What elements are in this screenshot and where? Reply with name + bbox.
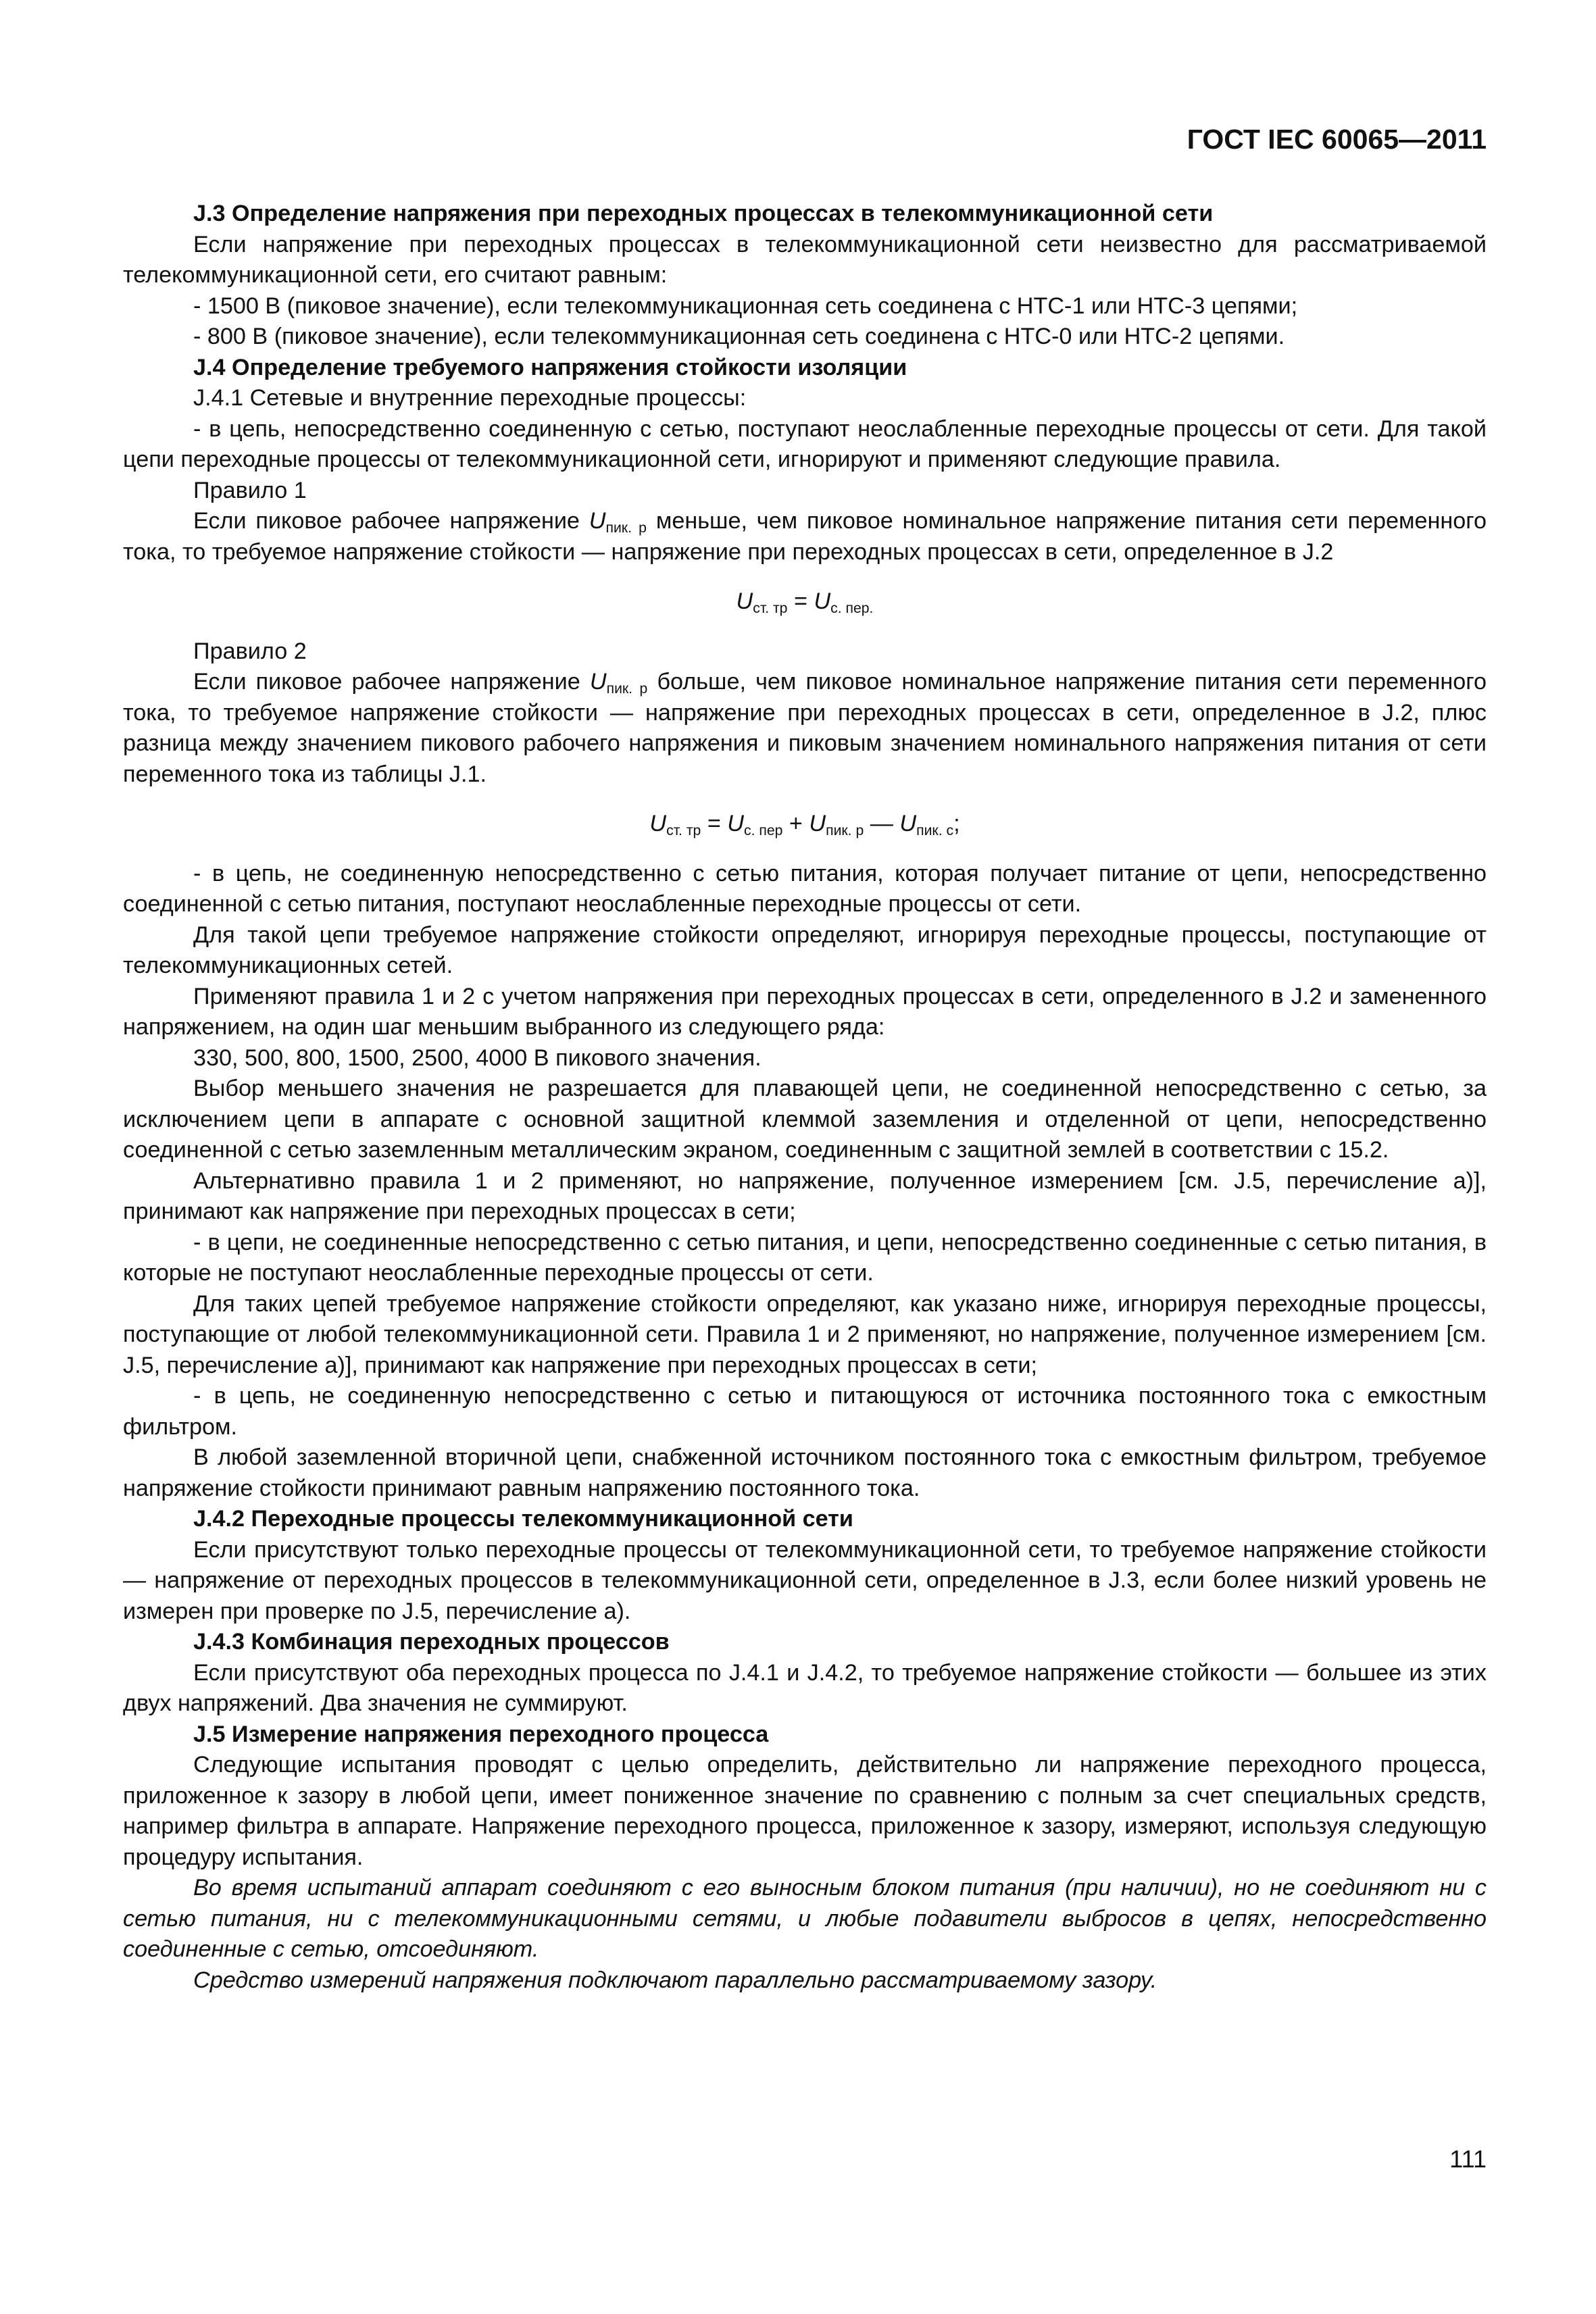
plus-sign: +	[782, 811, 809, 836]
subscript-peak-nominal: пик. с	[916, 823, 954, 838]
section-heading-j4: J.4 Определение требуемого напряжения стойкости изоляции	[193, 354, 907, 380]
paragraph: Следующие испытания проводят с целью определить, действительно ли напряжение переходного процесса, приложенное к зазору в любой цепи, имеет пониженное значение по сравнению с полным за счет специальных средств, например фильтра в аппарате. Напряжение переходного процесса, приложенное к зазору, измеряют, используя следующую процедуру испытания.	[123, 1752, 1487, 1870]
rule-2-text-end: больше, чем пиковое номинальное напряжение питания сети переменного тока, то требуемое напряжение стойкости — напряжение при переходных процессах в сети, определенное в J.2, плюс разница между значением пикового рабочего напряжения и пиковым значением номинального напряжения питания от сети переменного тока из таблицы J.1.	[123, 669, 1487, 787]
document-body	[123, 199, 1487, 1996]
list-item: - 1500 В (пиковое значение), если телекоммуникационная сеть соединена с НТС-1 или НТС-3 цепями;	[193, 293, 1298, 319]
section-heading-j42: J.4.2 Переходные процессы телекоммуникационной сети	[193, 1506, 853, 1532]
italic-paragraph: Во время испытаний аппарат соединяют с его выносным блоком питания (при наличии), но не соединяют ни с сетью питания, ни с телекоммуникационными сетями, и любые подавители выбросов в цепях, непосредственно соединенные с сетью, отсоединяют.	[123, 1875, 1487, 1962]
voltage-series: 330, 500, 800, 1500, 2500, 4000 В пикового значения.	[193, 1045, 762, 1071]
symbol-u: U	[736, 588, 753, 614]
formula-rule-2	[123, 809, 1487, 840]
symbol-u: U	[649, 811, 667, 836]
subsection-title-j41: J.4.1 Сетевые и внутренние переходные процессы:	[193, 385, 747, 411]
equals-sign: =	[787, 588, 814, 614]
subscript-peak-work: пик. р	[606, 681, 648, 697]
subscript-required: ст. тр	[666, 823, 701, 838]
section-heading-j5: J.5 Измерение напряжения переходного процесса	[193, 1721, 769, 1747]
paragraph: Если напряжение при переходных процессах в телекоммуникационной сети неизвестно для рассматриваемой телекоммуникационной сети, его считают равным:	[123, 231, 1487, 288]
rule-1-text-start: Если пиковое рабочее напряжение	[193, 508, 580, 534]
subscript-peak-work: пик. р	[605, 520, 647, 536]
equals-sign: =	[701, 811, 728, 836]
paragraph: Для таких цепей требуемое напряжение стойкости определяют, как указано ниже, игнорируя переходные процессы, поступающие от любой телекоммуникационной сети. Правила 1 и 2 применяют, но напряжение, полученное измерением [см. J.5, перечисление а)], принимают как напряжение при переходных процессах в сети;	[123, 1290, 1487, 1378]
subscript-peak-work: пик. р	[826, 823, 864, 838]
paragraph: В любой заземленной вторичной цепи, снабженной источником постоянного тока с емкостным фильтром, требуемое напряжение стойкости принимают равным напряжению постоянного тока.	[123, 1444, 1487, 1501]
semicolon: ;	[953, 811, 960, 836]
section-heading-j3: J.3 Определение напряжения при переходных процессах в телекоммуникационной сети	[193, 201, 1214, 226]
list-item: - в цепи, не соединенные непосредственно с сетью питания, и цепи, непосредственно соединенные с сетью питания, в которые не поступают неослабленные переходные процессы от сети.	[123, 1229, 1487, 1286]
list-item: - 800 В (пиковое значение), если телекоммуникационная сеть соединена с НТС-0 или НТС-2 цепями.	[193, 324, 1285, 349]
subscript-net-transient: с. пер.	[830, 601, 874, 616]
subscript-net-transient: с. пер	[744, 823, 783, 838]
minus-sign: —	[864, 811, 900, 836]
italic-paragraph: Средство измерений напряжения подключают параллельно рассматриваемому зазору.	[193, 1967, 1157, 1993]
symbol-u: U	[899, 811, 917, 836]
list-item: - в цепь, не соединенную непосредственно с сетью питания, которая получает питание от цепи, непосредственно соединенной с сетью питания, поступают неослабленные переходные процессы от сети.	[123, 860, 1487, 917]
symbol-u: U	[809, 811, 826, 836]
page-number: 111	[1449, 2145, 1487, 2173]
symbol-u: U	[727, 811, 744, 836]
symbol-u: U	[814, 588, 831, 614]
rule-2-title: Правило 2	[193, 638, 307, 664]
rule-2-text-start: Если пиковое рабочее напряжение	[193, 669, 580, 695]
paragraph: Применяют правила 1 и 2 с учетом напряжения при переходных процессах в сети, определенного в J.2 и замененного напряжением, на один шаг меньшим выбранного из следующего ряда:	[123, 983, 1487, 1040]
rule-1-title: Правило 1	[193, 477, 307, 503]
rule-2-text	[123, 667, 1487, 790]
formula-rule-1	[123, 586, 1487, 618]
symbol-u: U	[589, 508, 606, 534]
paragraph: Альтернативно правила 1 и 2 применяют, но напряжение, полученное измерением [см. J.5, перечисление а)], принимают как напряжение при переходных процессах в сети;	[123, 1167, 1487, 1224]
paragraph: Если присутствуют только переходные процессы от телекоммуникационной сети, то требуемое напряжение стойкости — напряжение от переходных процессов в телекоммуникационной сети, определенное в J.3, если более низкий уровень не измерен при проверке по J.5, перечисление а).	[123, 1536, 1487, 1624]
paragraph: Если присутствуют оба переходных процесса по J.4.1 и J.4.2, то требуемое напряжение стойкости — большее из этих двух напряжений. Два значения не суммируют.	[123, 1659, 1487, 1716]
subscript-required: ст. тр	[753, 601, 788, 616]
rule-1-text	[123, 506, 1487, 568]
paragraph: Выбор меньшего значения не разрешается для плавающей цепи, не соединенной непосредственно с сетью, за исключением цепи в аппарате с основной защитной клеммой заземления и отделенной от цепи, непосредственно соединенной с сетью заземленным металлическим экраном, соединенным с защитной землей в соответствии с 15.2.	[123, 1076, 1487, 1163]
document-code-header: ГОСТ IEC 60065—2011	[1187, 124, 1487, 155]
section-heading-j43: J.4.3 Комбинация переходных процессов	[193, 1629, 670, 1655]
list-item: - в цепь, не соединенную непосредственно с сетью и питающуюся от источника постоянного тока с емкостным фильтром.	[123, 1383, 1487, 1440]
rule-1-text-end: меньше, чем пиковое номинальное напряжение питания сети переменного тока, то требуемое напряжение стойкости — напряжение при переходных процессах в сети, определенное в J.2	[123, 508, 1487, 565]
list-item: - в цепь, непосредственно соединенную с сетью, поступают неослабленные переходные процессы от сети. Для такой цепи переходные процессы от телекоммуникационной сети, игнорируют и применяют следующие правила.	[123, 416, 1487, 472]
paragraph: Для такой цепи требуемое напряжение стойкости определяют, игнорируя переходные процессы, поступающие от телекоммуникационных сетей.	[123, 922, 1487, 978]
symbol-u: U	[589, 669, 607, 695]
